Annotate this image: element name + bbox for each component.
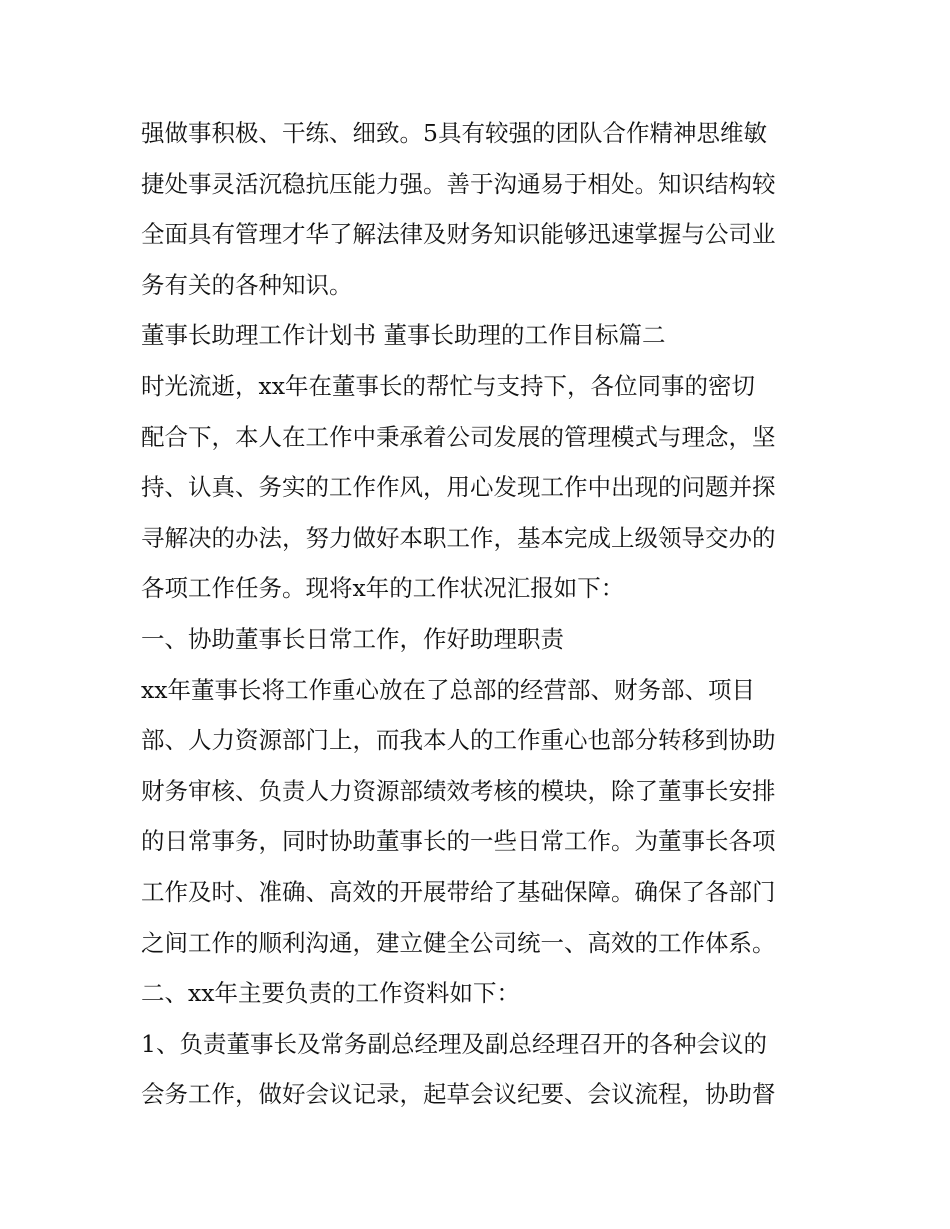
text-line: 财务审核、负责人力资源部绩效考核的模块，除了董事长安排 — [141, 776, 776, 805]
text-line: 会务工作，做好会议记录，起草会议纪要、会议流程，协助督 — [141, 1080, 776, 1109]
text-line: 的日常事务，同时协助董事长的一些日常工作。为董事长各项 — [141, 827, 776, 856]
text-line: 之间工作的顺利沟通，建立健全公司统一、高效的工作体系。 — [141, 928, 776, 957]
text-line: 务有关的各种知识。 — [141, 270, 353, 299]
text-line: xx年董事长将工作重心放在了总部的经营部、财务部、项目 — [141, 675, 756, 704]
text-line: 工作及时、准确、高效的开展带给了基础保障。确保了各部门 — [141, 877, 776, 906]
text-line: 全面具有管理才华了解法律及财务知识能够迅速掌握与公司业 — [141, 220, 776, 249]
text-line: 强做事积极、干练、细致。5具有较强的团队合作精神思维敏 — [141, 119, 767, 147]
text-line: 1、负责董事长及常务副总经理及副总经理召开的各种会议的 — [141, 1029, 767, 1058]
document-body — [141, 108, 821, 1120]
text-line: 捷处事灵活沉稳抗压能力强。善于沟通易于相处。知识结构较 — [141, 169, 776, 198]
section-heading: 董事长助理工作计划书 董事长助理的工作目标篇二 — [141, 321, 666, 350]
section-heading: 一、协助董事长日常工作，作好助理职责 — [141, 624, 564, 653]
text-line: 配合下，本人在工作中秉承着公司发展的管理模式与理念，坚 — [141, 422, 776, 451]
text-line: 寻解决的办法，努力做好本职工作，基本完成上级领导交办的 — [141, 523, 776, 552]
text-line: 部、人力资源部门上，而我本人的工作重心也部分转移到协助 — [141, 726, 776, 755]
text-line: 时光流逝，xx年在董事长的帮忙与支持下，各位同事的密切 — [141, 371, 756, 400]
text-line: 持、认真、务实的工作作风，用心发现工作中出现的问题并探 — [141, 473, 776, 502]
text-line: 各项工作任务。现将x年的工作状况汇报如下： — [141, 574, 625, 603]
section-heading: 二、xx年主要负责的工作资料如下： — [141, 979, 521, 1008]
